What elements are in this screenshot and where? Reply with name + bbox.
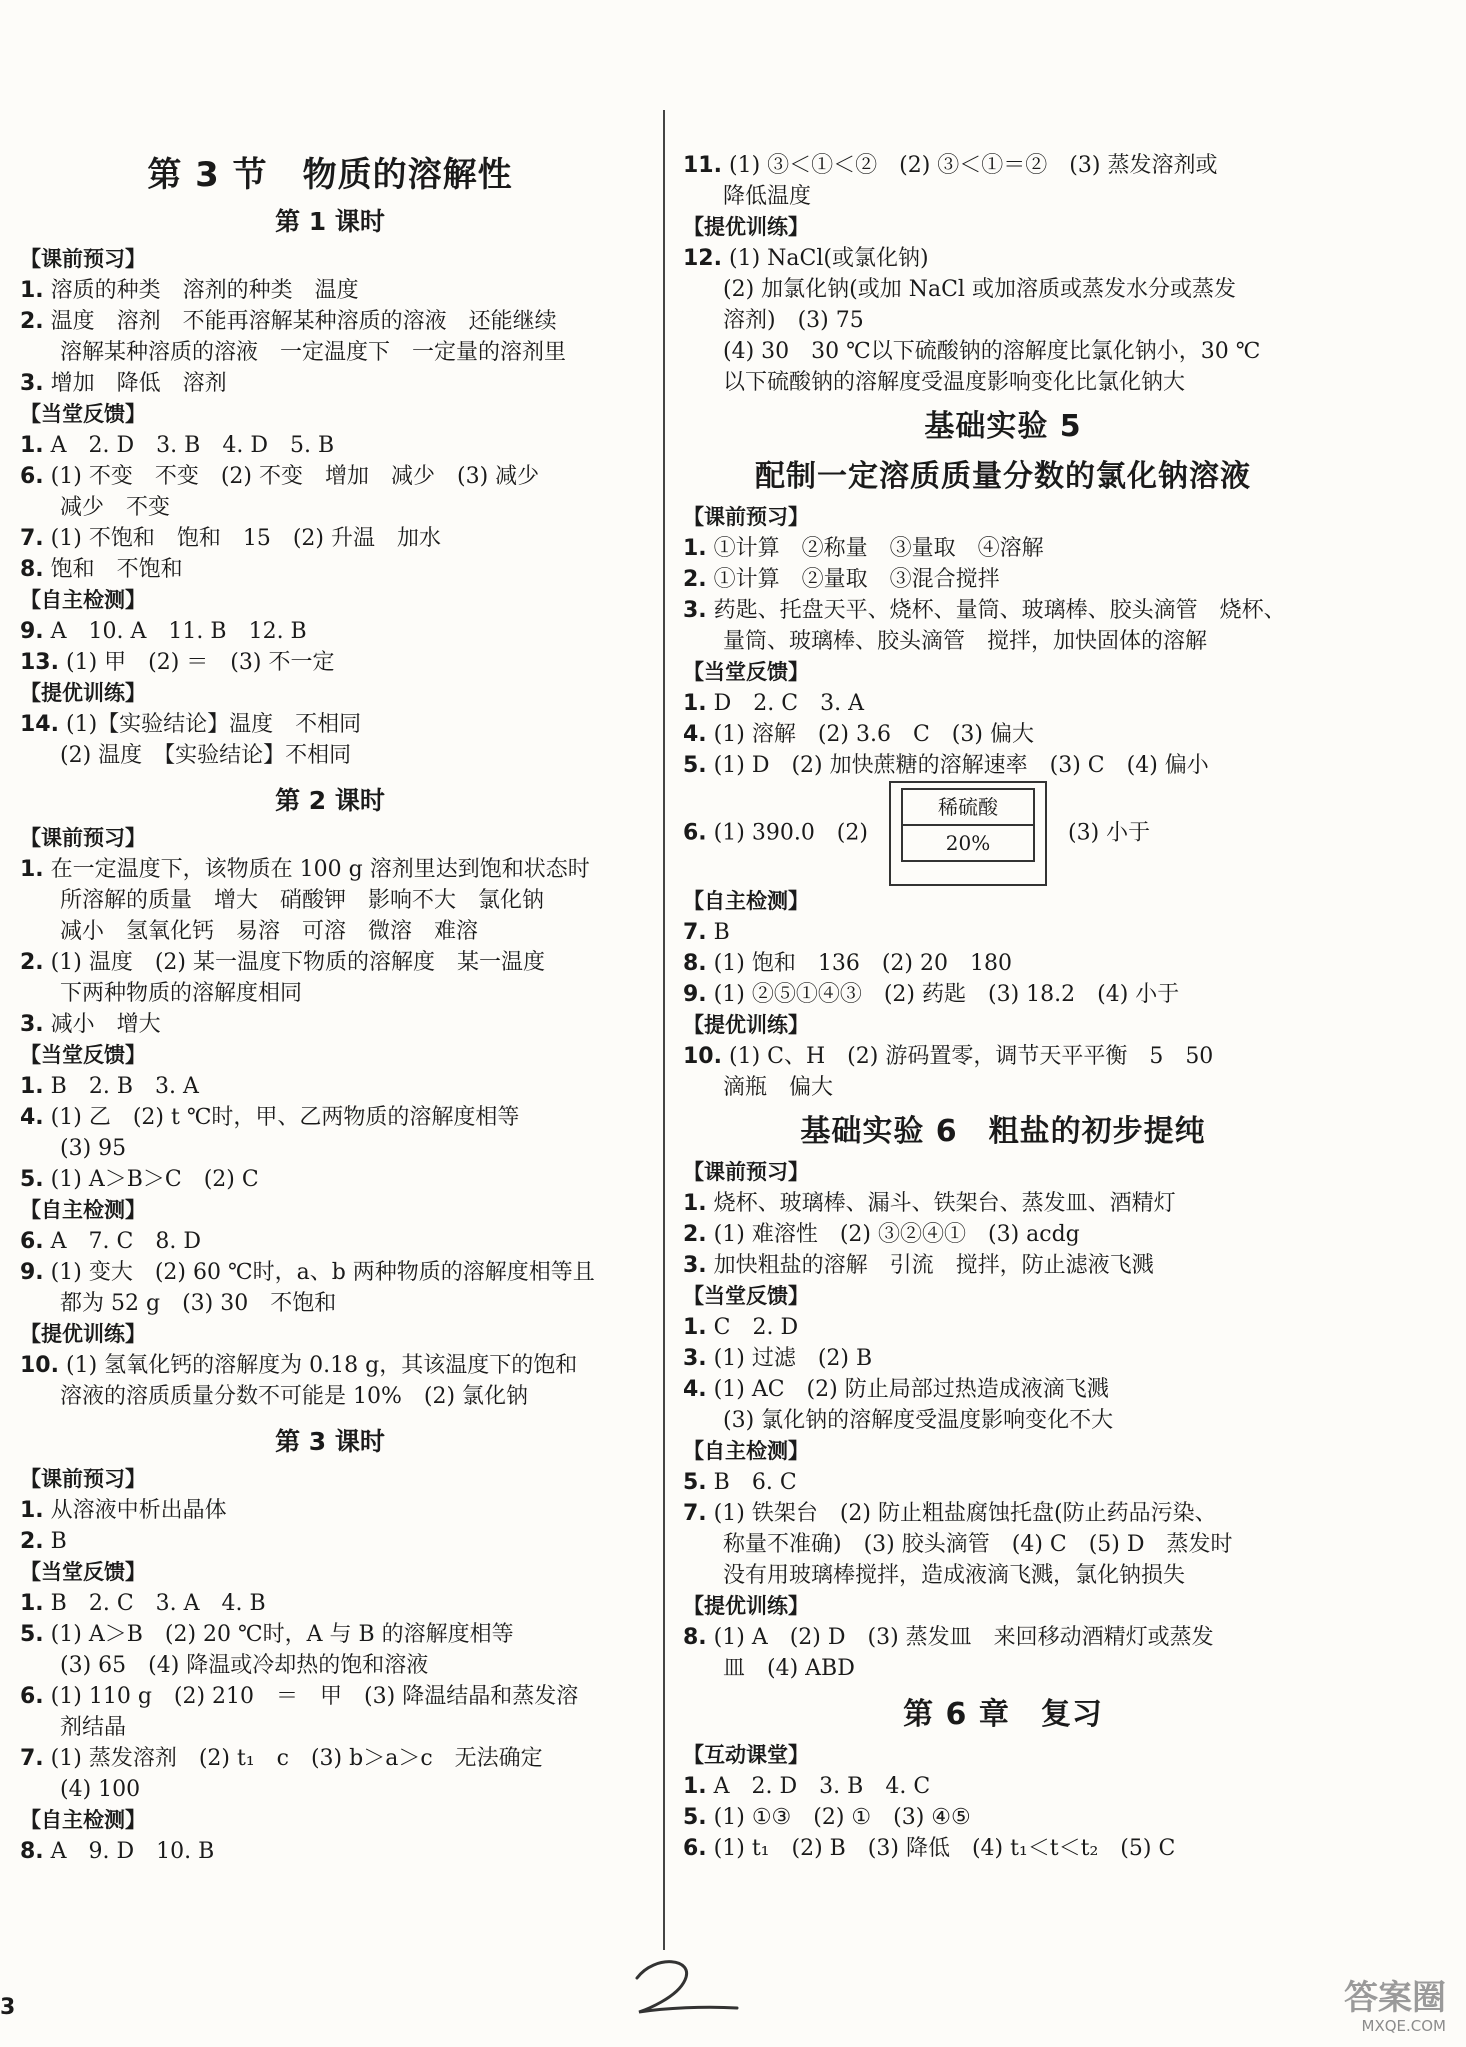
answer-line xyxy=(683,1833,1323,1864)
answer-continuation xyxy=(683,1405,1323,1436)
answer-text: (1) ①③ (2) ① (3) ④⑤ xyxy=(713,1805,971,1830)
answer-line xyxy=(20,616,640,647)
answer-text: (1) A (2) D (3) 蒸发皿 来回移动酒精灯或蒸发 xyxy=(713,1625,1214,1650)
question-number: 2. xyxy=(20,1529,44,1554)
question-number: 6. xyxy=(20,464,44,489)
answer-text: 减小 氢氧化钙 易溶 可溶 微溶 难溶 xyxy=(60,919,479,944)
section-header: 【课前预习】 xyxy=(683,1160,809,1184)
answer-line xyxy=(20,647,640,678)
question-number: 9. xyxy=(20,619,44,644)
answer-line xyxy=(683,1802,1323,1833)
answer-text: 没有用玻璃棒搅拌，造成液滴飞溅，氯化钠损失 xyxy=(723,1563,1186,1588)
column-divider xyxy=(663,110,665,1950)
answer-text: (1) 110 g (2) 210 ＝ 甲 (3) 降温结晶和蒸发溶 xyxy=(50,1684,579,1709)
experiment-5-answers-b xyxy=(683,886,1323,1103)
answer-text: 都为 52 g (3) 30 不饱和 xyxy=(60,1291,337,1316)
answer-line xyxy=(683,917,1323,948)
question-number: 1. xyxy=(683,536,707,561)
answer-line xyxy=(683,1467,1323,1498)
answer-text: 降低温度 xyxy=(723,184,812,209)
answer-text: (1) 难溶性 (2) ③②④① (3) acdg xyxy=(713,1222,1080,1247)
answer-text: 量筒、玻璃棒、胶头滴管 搅拌，加快固体的溶解 xyxy=(723,629,1208,654)
answer-text: (1) 不变 不变 (2) 不变 增加 减少 (3) 减少 xyxy=(50,464,540,489)
question-number: 8. xyxy=(20,557,44,582)
answer-line xyxy=(20,430,640,461)
answer-line xyxy=(683,719,1323,750)
answer-line xyxy=(20,461,640,492)
answer-text: B 2. B 3. A xyxy=(50,1074,199,1099)
answer-text: (2) 温度 【实验结论】不相同 xyxy=(60,743,352,768)
question-number: 13. xyxy=(20,650,59,675)
question-6-with-label xyxy=(683,781,1323,886)
answer-line xyxy=(683,948,1323,979)
question-number: 5. xyxy=(20,1622,44,1647)
answer-text: (2) 加氯化钠(或加 NaCl 或加溶质或蒸发水分或蒸发 xyxy=(723,277,1236,302)
reagent-bottle-label xyxy=(889,781,1047,886)
answer-continuation xyxy=(683,336,1323,367)
question-number: 8. xyxy=(683,1625,707,1650)
answer-text: (1) AC (2) 防止局部过热造成液滴飞溅 xyxy=(713,1377,1109,1402)
question-number: 9. xyxy=(20,1260,44,1285)
answer-line xyxy=(683,1771,1323,1802)
section-header: 【自主检测】 xyxy=(683,1439,809,1463)
section-header: 【课前预习】 xyxy=(20,247,146,271)
answer-line xyxy=(20,1226,640,1257)
answer-line xyxy=(683,979,1323,1010)
answer-line xyxy=(20,709,640,740)
answer-line xyxy=(683,1041,1323,1072)
answer-text: 溶液的溶质质量分数不可能是 10% (2) 氯化钠 xyxy=(60,1384,529,1409)
answer-text: (3) 65 (4) 降温或冷却热的饱和溶液 xyxy=(60,1653,429,1678)
answer-line xyxy=(683,243,1323,274)
watermark xyxy=(1344,1979,1446,2035)
question-number: 8. xyxy=(683,951,707,976)
answer-text: ①计算 ②称量 ③量取 ④溶解 xyxy=(713,536,1044,561)
experiment-5-answers-a xyxy=(683,502,1323,781)
section-header: 【当堂反馈】 xyxy=(683,1284,809,1308)
chapter-review-title: 第 6 章 复习 xyxy=(903,1697,1103,1732)
answer-line xyxy=(20,1681,640,1712)
answer-text: (1) A＞B (2) 20 ℃时，A 与 B 的溶解度相等 xyxy=(50,1622,514,1647)
answer-text: 下两种物质的溶解度相同 xyxy=(60,981,303,1006)
answer-line xyxy=(20,554,640,585)
section-header: 【课前预习】 xyxy=(683,505,809,529)
answer-text: (1) C、H (2) 游码置零，调节天平平衡 5 50 xyxy=(728,1044,1214,1069)
answer-text: 滴瓶 偏大 xyxy=(723,1075,834,1100)
answer-text: B xyxy=(713,920,730,945)
answer-text: B 6. C xyxy=(713,1470,797,1495)
page-number: 3 xyxy=(0,1995,16,2020)
question-number: 3. xyxy=(683,598,707,623)
answer-text: A 9. D 10. B xyxy=(50,1839,215,1864)
question-number: 1. xyxy=(20,278,44,303)
answer-text: A 2. D 3. B 4. C xyxy=(713,1774,931,1799)
question-number: 7. xyxy=(683,920,707,945)
section-header: 【自主检测】 xyxy=(20,588,146,612)
lesson-3-answers xyxy=(20,1464,640,1867)
continued-answers xyxy=(683,150,1323,398)
answer-line xyxy=(683,533,1323,564)
question-number: 10. xyxy=(683,1044,722,1069)
right-column xyxy=(683,150,1323,1864)
question-number: 7. xyxy=(683,1501,707,1526)
question-number: 5. xyxy=(683,1805,707,1830)
section-header: 【课前预习】 xyxy=(20,826,146,850)
answer-text: (1) 饱和 136 (2) 20 180 xyxy=(713,951,1012,976)
answer-continuation xyxy=(20,1712,640,1743)
answer-text: (1) 铁架台 (2) 防止粗盐腐蚀托盘(防止药品污染、 xyxy=(713,1501,1217,1526)
answer-line xyxy=(20,947,640,978)
answer-text: (1) 溶解 (2) 3.6 C (3) 偏大 xyxy=(713,722,1034,747)
section-title: 第 3 节 物质的溶解性 xyxy=(147,155,513,195)
answer-line xyxy=(683,150,1323,181)
answer-line xyxy=(20,523,640,554)
section-header: 【当堂反馈】 xyxy=(20,402,146,426)
answer-continuation xyxy=(683,1529,1323,1560)
answer-continuation xyxy=(683,274,1323,305)
watermark-url: MXQE.COM xyxy=(1361,2017,1446,2035)
lesson-3-title: 第 3 课时 xyxy=(275,1427,385,1456)
question-number: 1. xyxy=(20,1074,44,1099)
question-number: 2. xyxy=(683,1222,707,1247)
question-number: 5. xyxy=(683,753,707,778)
answer-text: 以下硫酸钠的溶解度受温度影响变化比氯化钠大 xyxy=(723,370,1186,395)
answer-text: 溶质的种类 溶剂的种类 温度 xyxy=(50,278,359,303)
answer-continuation xyxy=(20,1133,640,1164)
answer-text: 从溶液中析出晶体 xyxy=(50,1498,227,1523)
answer-text: (4) 30 30 ℃以下硫酸钠的溶解度比氯化钠小，30 ℃ xyxy=(723,339,1261,364)
question-number: 1. xyxy=(20,1591,44,1616)
answer-text: ①计算 ②量取 ③混合搅拌 xyxy=(713,567,1000,592)
lesson-1-answers xyxy=(20,244,640,771)
question-number: 14. xyxy=(20,712,59,737)
question-number: 1. xyxy=(683,1315,707,1340)
answer-continuation xyxy=(683,305,1323,336)
section-header: 【提优训练】 xyxy=(20,1322,146,1346)
answer-continuation xyxy=(20,885,640,916)
question-number: 1. xyxy=(20,857,44,882)
answer-continuation xyxy=(683,181,1323,212)
answer-line xyxy=(683,564,1323,595)
question-number: 10. xyxy=(20,1353,59,1378)
question-number: 5. xyxy=(20,1167,44,1192)
answer-line xyxy=(683,688,1323,719)
section-header: 【课前预习】 xyxy=(20,1467,146,1491)
question-number: 1. xyxy=(683,1774,707,1799)
answer-text: 在一定温度下，该物质在 100 g 溶剂里达到饱和状态时 xyxy=(50,857,590,882)
answer-line xyxy=(20,1743,640,1774)
answer-line xyxy=(683,1219,1323,1250)
answer-text: 皿 (4) ABD xyxy=(723,1656,855,1681)
answer-text: D 2. C 3. A xyxy=(713,691,864,716)
answer-line xyxy=(20,1619,640,1650)
watermark-logo: 答案圈 xyxy=(1344,1978,1446,2018)
answer-line xyxy=(20,1526,640,1557)
question-number: 11. xyxy=(683,153,722,178)
answer-text: B 2. C 3. A 4. B xyxy=(50,1591,266,1616)
chapter-review-answers xyxy=(683,1740,1323,1864)
question-number: 1. xyxy=(20,433,44,458)
answer-continuation xyxy=(20,1650,640,1681)
answer-text: 称量不准确) (3) 胶头滴管 (4) C (5) D 蒸发时 xyxy=(723,1532,1233,1557)
handwritten-mark xyxy=(625,1950,745,2020)
question-number: 8. xyxy=(20,1839,44,1864)
answer-text: 溶解某种溶质的溶液 一定温度下 一定量的溶剂里 xyxy=(60,340,567,365)
answer-line xyxy=(20,275,640,306)
answer-continuation xyxy=(20,916,640,947)
answer-text: (1) 蒸发溶剂 (2) t₁ c (3) b＞a＞c 无法确定 xyxy=(50,1746,543,1771)
question-number: 1. xyxy=(683,1191,707,1216)
answer-text: (3) 氯化钠的溶解度受温度影响变化不大 xyxy=(723,1408,1114,1433)
question-number: 7. xyxy=(20,1746,44,1771)
answer-text: (1) A＞B＞C (2) C xyxy=(50,1167,259,1192)
question-number: 6. xyxy=(20,1229,44,1254)
answer-text: (1) 甲 (2) ＝ (3) 不一定 xyxy=(65,650,335,675)
answer-line xyxy=(683,1188,1323,1219)
answer-continuation xyxy=(683,626,1323,657)
answer-continuation xyxy=(683,1560,1323,1591)
section-header: 【自主检测】 xyxy=(683,889,809,913)
experiment-6-answers xyxy=(683,1157,1323,1684)
question-number: 6. xyxy=(683,1836,707,1861)
answer-text: (1) t₁ (2) B (3) 降低 (4) t₁＜t＜t₂ (5) C xyxy=(713,1836,1176,1861)
question-number: 3. xyxy=(20,371,44,396)
experiment-5-subtitle: 配制一定溶质质量分数的氯化钠溶液 xyxy=(755,459,1251,494)
answer-line xyxy=(20,1071,640,1102)
answer-line xyxy=(683,750,1323,781)
answer-continuation xyxy=(683,1072,1323,1103)
answer-text: (1) D (2) 加快蔗糖的溶解速率 (3) C (4) 偏小 xyxy=(713,753,1209,778)
left-column xyxy=(20,150,640,1867)
answer-continuation xyxy=(20,1774,640,1805)
answer-text: C 2. D xyxy=(713,1315,799,1340)
question-number: 12. xyxy=(683,246,722,271)
answer-text: A 10. A 11. B 12. B xyxy=(50,619,307,644)
answer-text: (1) ②⑤①④③ (2) 药匙 (3) 18.2 (4) 小于 xyxy=(713,982,1180,1007)
question-number: 2. xyxy=(20,309,44,334)
answer-text: (1) 温度 (2) 某一温度下物质的溶解度 某一温度 xyxy=(50,950,545,975)
answer-line xyxy=(683,595,1323,626)
question-number: 4. xyxy=(20,1105,44,1130)
lesson-1-title: 第 1 课时 xyxy=(275,207,385,236)
answer-text: (1) 变大 (2) 60 ℃时，a、b 两种物质的溶解度相等且 xyxy=(50,1260,595,1285)
section-header: 【当堂反馈】 xyxy=(20,1560,146,1584)
experiment-6-title: 基础实验 6 粗盐的初步提纯 xyxy=(800,1114,1206,1149)
question-number: 1. xyxy=(20,1498,44,1523)
section-header: 【提优训练】 xyxy=(20,681,146,705)
answer-line xyxy=(683,1312,1323,1343)
answer-line xyxy=(683,1250,1323,1281)
section-header: 【互动课堂】 xyxy=(683,1743,809,1767)
answer-line xyxy=(20,1836,640,1867)
answer-text: (1) 过滤 (2) B xyxy=(713,1346,873,1371)
question-number: 5. xyxy=(683,1470,707,1495)
section-header: 【当堂反馈】 xyxy=(683,660,809,684)
q6-prefix: (1) 390.0 (2) xyxy=(713,820,868,846)
section-header: 【自主检测】 xyxy=(20,1198,146,1222)
answer-text: A 7. C 8. D xyxy=(50,1229,201,1254)
label-reagent-name: 稀硫酸 xyxy=(937,795,998,819)
question-number: 1. xyxy=(683,691,707,716)
answer-text: (1) ③＜①＜② (2) ③＜①＝② (3) 蒸发溶剂或 xyxy=(728,153,1218,178)
answer-text: 溶剂) (3) 75 xyxy=(723,308,864,333)
answer-continuation xyxy=(20,337,640,368)
answer-text: 剂结晶 xyxy=(60,1715,127,1740)
section-header: 【提优训练】 xyxy=(683,215,809,239)
answer-line xyxy=(683,1622,1323,1653)
label-concentration: 20% xyxy=(903,824,1033,860)
question-number: 4. xyxy=(683,722,707,747)
answer-line xyxy=(20,1495,640,1526)
answer-line xyxy=(683,1374,1323,1405)
answer-text: (3) 95 xyxy=(60,1136,127,1161)
answer-text: (1) NaCl(或氯化钠) xyxy=(728,246,929,271)
answer-line xyxy=(20,854,640,885)
question-number: 6. xyxy=(20,1684,44,1709)
answer-text: (4) 100 xyxy=(60,1777,141,1802)
answer-line xyxy=(20,1257,640,1288)
answer-continuation xyxy=(20,1288,640,1319)
answer-text: 加快粗盐的溶解 引流 搅拌，防止滤液飞溅 xyxy=(713,1253,1154,1278)
answer-text: 烧杯、玻璃棒、漏斗、铁架台、蒸发皿、酒精灯 xyxy=(713,1191,1176,1216)
answer-line xyxy=(20,1164,640,1195)
answer-text: 饱和 不饱和 xyxy=(50,557,183,582)
answer-text: 温度 溶剂 不能再溶解某种溶质的溶液 还能继续 xyxy=(50,309,557,334)
answer-line xyxy=(683,1498,1323,1529)
answer-continuation xyxy=(20,492,640,523)
answer-continuation xyxy=(20,740,640,771)
question-number: 9. xyxy=(683,982,707,1007)
section-header: 【提优训练】 xyxy=(683,1594,809,1618)
answer-continuation xyxy=(20,1381,640,1412)
question-number: 6. xyxy=(683,820,707,846)
question-number: 3. xyxy=(20,1012,44,1037)
q6-suffix: (3) 小于 xyxy=(1067,820,1151,846)
answer-text: B xyxy=(50,1529,67,1554)
answer-text: 增加 降低 溶剂 xyxy=(50,371,227,396)
section-header: 【提优训练】 xyxy=(683,1013,809,1037)
answer-line xyxy=(20,1102,640,1133)
answer-line xyxy=(20,306,640,337)
section-header: 【当堂反馈】 xyxy=(20,1043,146,1067)
question-number: 2. xyxy=(683,567,707,592)
answer-text: 所溶解的质量 增大 硝酸钾 影响不大 氯化钠 xyxy=(60,888,545,913)
answer-text: 减少 不变 xyxy=(60,495,171,520)
answer-text: 减小 增大 xyxy=(50,1012,161,1037)
question-number: 3. xyxy=(683,1253,707,1278)
answer-text: (1) 乙 (2) t ℃时，甲、乙两物质的溶解度相等 xyxy=(50,1105,520,1130)
section-header: 【自主检测】 xyxy=(20,1808,146,1832)
answer-text: 药匙、托盘天平、烧杯、量筒、玻璃棒、胶头滴管 烧杯、 xyxy=(713,598,1286,623)
experiment-5-title: 基础实验 5 xyxy=(924,409,1082,444)
answer-continuation xyxy=(20,978,640,1009)
answer-line xyxy=(20,1588,640,1619)
answer-line xyxy=(20,1350,640,1381)
answer-text: A 2. D 3. B 4. D 5. B xyxy=(50,433,335,458)
lesson-2-title: 第 2 课时 xyxy=(275,786,385,815)
answer-text: (1) 不饱和 饱和 15 (2) 升温 加水 xyxy=(50,526,441,551)
answer-continuation xyxy=(683,367,1323,398)
answer-continuation xyxy=(683,1653,1323,1684)
answer-text: (1) 氢氧化钙的溶解度为 0.18 g，其该温度下的饱和 xyxy=(65,1353,578,1378)
answer-text: (1)【实验结论】温度 不相同 xyxy=(65,712,362,737)
answer-line xyxy=(683,1343,1323,1374)
question-number: 4. xyxy=(683,1377,707,1402)
lesson-2-answers xyxy=(20,823,640,1412)
answer-line xyxy=(20,368,640,399)
answer-line xyxy=(20,1009,640,1040)
question-number: 7. xyxy=(20,526,44,551)
question-number: 3. xyxy=(683,1346,707,1371)
question-number: 2. xyxy=(20,950,44,975)
